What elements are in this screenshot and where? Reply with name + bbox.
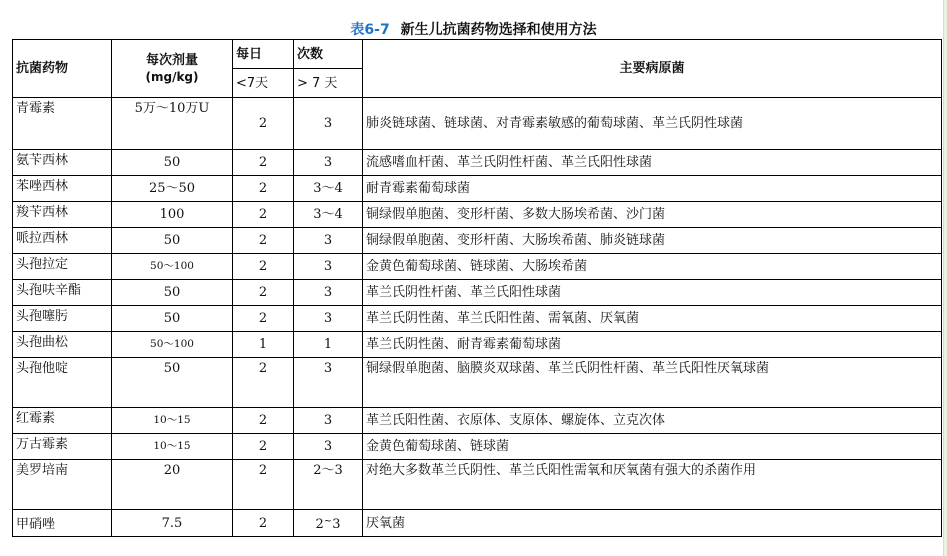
freq-over-7: 3: [294, 150, 363, 176]
freq-under-7: 2: [233, 280, 294, 306]
table-row: [13, 434, 942, 460]
caption-title: 新生儿抗菌药物选择和使用方法: [400, 22, 597, 38]
dose-value: 50: [112, 228, 233, 254]
pathogens: 革兰氏阴性杆菌、革兰氏阳性球菌: [363, 280, 942, 306]
freq-over-7: 3: [294, 254, 363, 280]
dose-value: 7.5: [112, 510, 233, 537]
header-daily-b: 次数: [294, 40, 363, 69]
page-edge-rule: [943, 0, 947, 556]
dose-value: 100: [112, 202, 233, 228]
drug-name: 红霉素: [13, 408, 112, 434]
drug-name: 头孢曲松: [13, 332, 112, 358]
drug-name: 羧苄西林: [13, 202, 112, 228]
pathogens: 铜绿假单胞菌、脑膜炎双球菌、革兰氏阴性杆菌、革兰氏阳性厌氧球菌: [363, 358, 942, 408]
freq-under-7: 2: [233, 510, 294, 537]
drug-name: 哌拉西林: [13, 228, 112, 254]
freq-over-7: 3: [294, 408, 363, 434]
freq-over-7-a: 2: [315, 517, 324, 532]
table-row: [13, 150, 942, 176]
drug-name: 头孢噻肟: [13, 306, 112, 332]
dose-value: 10～15: [112, 434, 233, 460]
freq-over-7-tilde: ~: [323, 516, 333, 527]
drug-name: 美罗培南: [13, 460, 112, 510]
header-drug: 抗菌药物: [13, 40, 112, 98]
dose-value: 10～15: [112, 408, 233, 434]
pathogens: 厌氧菌: [363, 510, 942, 537]
freq-over-7: 2～3: [294, 460, 363, 510]
freq-over-7: 3: [294, 228, 363, 254]
freq-over-7: 1: [294, 332, 363, 358]
freq-over-7: 3: [294, 306, 363, 332]
dose-value: 20: [112, 460, 233, 510]
freq-over-7: 3: [294, 434, 363, 460]
freq-over-7: 3: [294, 98, 363, 150]
freq-under-7: 2: [233, 176, 294, 202]
freq-under-7: 2: [233, 408, 294, 434]
drug-name: 氨苄西林: [13, 150, 112, 176]
table-row: [13, 358, 942, 408]
table-row: [13, 176, 942, 202]
freq-over-7: 3: [294, 280, 363, 306]
dose-value: 50: [112, 358, 233, 408]
table-row: [13, 510, 942, 537]
pathogens: 革兰氏阴性菌、革兰氏阳性菌、需氧菌、厌氧菌: [363, 306, 942, 332]
antibiotic-table: [12, 39, 942, 537]
dose-value: 25～50: [112, 176, 233, 202]
drug-name: 万古霉素: [13, 434, 112, 460]
drug-name: 头孢他啶: [13, 358, 112, 408]
table-row: [13, 228, 942, 254]
pathogens: 耐青霉素葡萄球菌: [363, 176, 942, 202]
dose-value: 50: [112, 280, 233, 306]
drug-name: 苯唑西林: [13, 176, 112, 202]
freq-under-7: 2: [233, 98, 294, 150]
freq-under-7: 2: [233, 228, 294, 254]
header-daily-a: 每日: [233, 40, 294, 69]
pathogens: 铜绿假单胞菌、变形杆菌、大肠埃希菌、肺炎链球菌: [363, 228, 942, 254]
pathogens: 革兰氏阳性菌、衣原体、支原体、螺旋体、立克次体: [363, 408, 942, 434]
pathogens: 革兰氏阴性菌、耐青霉素葡萄球菌: [363, 332, 942, 358]
table-row: [13, 306, 942, 332]
header-dose: [112, 40, 233, 98]
freq-under-7: 2: [233, 358, 294, 408]
pathogens: 肺炎链球菌、链球菌、对青霉素敏感的葡萄球菌、革兰氏阴性球菌: [363, 98, 942, 150]
dose-value: 50: [112, 306, 233, 332]
freq-over-7: 3: [294, 358, 363, 408]
header-dose-unit: (mg/kg): [145, 69, 199, 84]
dose-value: 50: [112, 150, 233, 176]
freq-over-7-b: 3: [332, 517, 341, 532]
table-caption: [0, 19, 947, 39]
dose-value: 50～100: [112, 332, 233, 358]
drug-name: 头孢呋辛酯: [13, 280, 112, 306]
pathogens: 金黄色葡萄球菌、链球菌、大肠埃希菌: [363, 254, 942, 280]
freq-under-7: 2: [233, 254, 294, 280]
header-under-7-days: <7天: [233, 69, 294, 98]
freq-under-7: 2: [233, 434, 294, 460]
table-row: [13, 280, 942, 306]
pathogens: 对绝大多数革兰氏阴性、革兰氏阳性需氧和厌氧菌有强大的杀菌作用: [363, 460, 942, 510]
table-row: [13, 460, 942, 510]
freq-over-7: [294, 510, 363, 537]
freq-over-7: 3～4: [294, 176, 363, 202]
freq-over-7: 3～4: [294, 202, 363, 228]
freq-under-7: 2: [233, 306, 294, 332]
table-row: [13, 202, 942, 228]
table-row: [13, 254, 942, 280]
dose-value: 50～100: [112, 254, 233, 280]
dose-value: 5万～10万U: [112, 98, 233, 150]
drug-name: 青霉素: [13, 98, 112, 150]
header-pathogen: 主要病原菌: [363, 40, 942, 98]
freq-under-7: 2: [233, 460, 294, 510]
freq-under-7: 1: [233, 332, 294, 358]
table-row: [13, 408, 942, 434]
pathogens: 铜绿假单胞菌、变形杆菌、多数大肠埃希菌、沙门菌: [363, 202, 942, 228]
header-dose-label: 每次剂量: [145, 52, 198, 68]
table-row: [13, 332, 942, 358]
caption-label: 表6-7: [350, 22, 390, 38]
table-row: [13, 98, 942, 150]
pathogens: 金黄色葡萄球菌、链球菌: [363, 434, 942, 460]
freq-under-7: 2: [233, 150, 294, 176]
pathogens: 流感嗜血杆菌、革兰氏阴性杆菌、革兰氏阳性球菌: [363, 150, 942, 176]
drug-name: 头孢拉定: [13, 254, 112, 280]
header-over-7-days: > 7 天: [294, 69, 363, 98]
drug-name: 甲硝唑: [13, 510, 112, 537]
freq-under-7: 2: [233, 202, 294, 228]
